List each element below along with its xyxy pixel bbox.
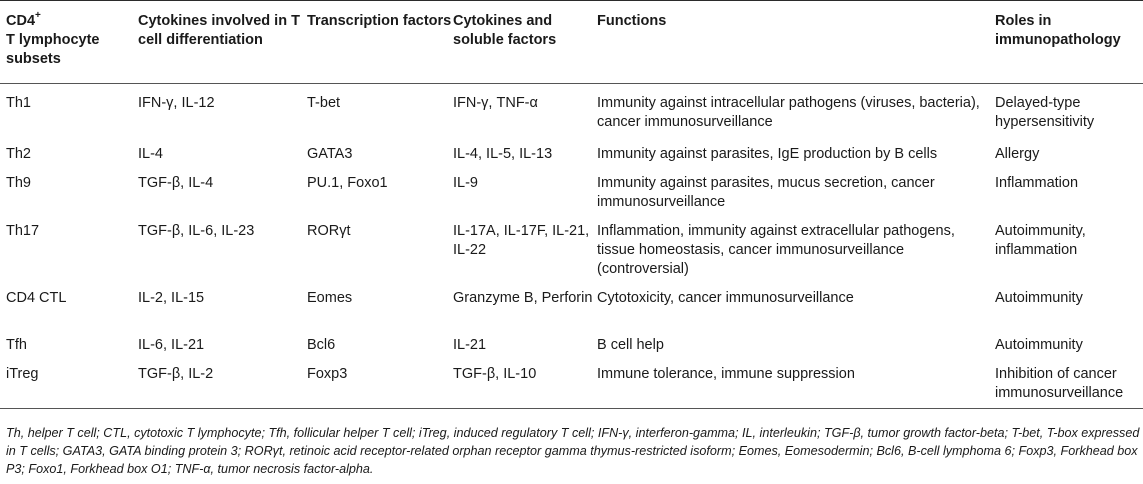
header-immunopathology: Roles in immunopathology xyxy=(995,13,1121,48)
cell-differentiation-cytokines: TGF-β, IL-2 xyxy=(138,365,214,382)
cell-soluble-factors: IL-9 xyxy=(453,174,478,191)
cell-transcription-factor: GATA3 xyxy=(307,145,353,162)
cell-transcription-factor: T-bet xyxy=(307,95,341,111)
cell-differentiation-cytokines: IL-6, IL-21 xyxy=(138,336,205,353)
cell-functions: Immunity against parasites, IgE production by B cells xyxy=(597,145,938,162)
cell-transcription-factor: Eomes xyxy=(307,289,353,306)
header-subsets-label: T lymphocyte subsets xyxy=(6,32,100,67)
table-body xyxy=(0,84,1143,409)
table-footnote: Th, helper T cell; CTL, cytotoxic T lymphocyte; Tfh, follicular helper T cell; iTreg, induced regulatory T cell; IFN-γ, interferon-gamma; IL, interleukin; TGF-β, tumor growth factor-beta; T-bet, T-box expressed in T cells; GATA3, GATA binding protein 3; RORγt, retinoic acid receptor-related orphan receptor gamma thymus-restricted isoform; Eomes, Eomesodermin; Bcl6, B-cell lymphoma 6; Foxp3, Forkhead box P3; Foxo1, Forkhead box O1; TNF-α, tumor necrosis factor-alpha. xyxy=(6,426,1140,476)
cell-functions: B cell help xyxy=(597,336,664,353)
cell-subset: Th1 xyxy=(6,95,31,111)
cell-immunopathology: Inflammation xyxy=(995,174,1079,191)
table-row xyxy=(0,135,1143,164)
header-subsets xyxy=(0,1,138,84)
header-cd4-sup: + xyxy=(35,10,41,21)
cell-differentiation-cytokines: IL-4 xyxy=(138,145,163,162)
cell-differentiation-cytokines: IFN-γ, IL-12 xyxy=(138,95,215,111)
table-row xyxy=(0,355,1143,409)
cell-immunopathology: Delayed-type hypersensitivity xyxy=(995,95,1095,130)
cell-subset: Tfh xyxy=(6,336,27,353)
cell-transcription-factor: Foxp3 xyxy=(307,365,348,382)
table-row xyxy=(0,164,1143,212)
table-row xyxy=(0,279,1143,326)
cell-immunopathology: Autoimmunity xyxy=(995,289,1083,306)
cell-transcription-factor: Bcl6 xyxy=(307,336,336,353)
cell-soluble-factors: IFN-γ, TNF-α xyxy=(453,95,538,111)
cell-subset: Th17 xyxy=(6,222,40,239)
header-transcription-factors: Transcription factors xyxy=(307,13,452,29)
cell-immunopathology: Autoimmunity xyxy=(995,336,1083,353)
table-row xyxy=(0,326,1143,355)
cell-immunopathology: Autoimmunity, inflammation xyxy=(995,222,1086,258)
cell-soluble-factors: Granzyme B, Perforin xyxy=(453,289,593,306)
header-row xyxy=(0,1,1143,84)
table-row xyxy=(0,212,1143,279)
table-row xyxy=(0,84,1143,135)
cell-differentiation-cytokines: TGF-β, IL-6, IL-23 xyxy=(138,222,255,239)
cell-functions: Immunity against intracellular pathogens (viruses, bacteria), cancer immunosurveillance xyxy=(597,95,980,130)
cell-subset: Th2 xyxy=(6,145,31,162)
cell-differentiation-cytokines: IL-2, IL-15 xyxy=(138,289,205,306)
cell-subset: Th9 xyxy=(6,174,31,191)
cell-subset: iTreg xyxy=(6,365,39,382)
cell-functions: Immune tolerance, immune suppression xyxy=(597,365,855,382)
header-soluble-factors: Cytokines and soluble factors xyxy=(453,13,557,48)
cell-soluble-factors: IL-21 xyxy=(453,336,487,353)
header-differentiation-cytokines: Cytokines involved in T cell differentiation xyxy=(138,13,300,48)
cell-immunopathology: Inhibition of cancer immunosurveillance xyxy=(995,365,1124,401)
cell-immunopathology: Allergy xyxy=(995,145,1040,162)
cell-functions: Inflammation, immunity against extracellular pathogens, tissue homeostasis, cancer immunosurveillance (controversial) xyxy=(597,222,955,277)
cell-soluble-factors: IL-17A, IL-17F, IL-21, IL-22 xyxy=(453,222,590,258)
cell-transcription-factor: PU.1, Foxo1 xyxy=(307,174,388,191)
cell-transcription-factor: RORγt xyxy=(307,222,351,239)
cell-differentiation-cytokines: TGF-β, IL-4 xyxy=(138,174,214,191)
cell-soluble-factors: IL-4, IL-5, IL-13 xyxy=(453,145,553,162)
cell-subset: CD4 CTL xyxy=(6,289,67,306)
cell-soluble-factors: TGF-β, IL-10 xyxy=(453,365,537,382)
cell-functions: Immunity against parasites, mucus secretion, cancer immunosurveillance xyxy=(597,174,935,210)
cell-functions: Cytotoxicity, cancer immunosurveillance xyxy=(597,289,854,306)
table-header xyxy=(0,1,1143,84)
header-cd4-label: CD4 xyxy=(6,13,36,29)
header-functions: Functions xyxy=(597,13,667,29)
